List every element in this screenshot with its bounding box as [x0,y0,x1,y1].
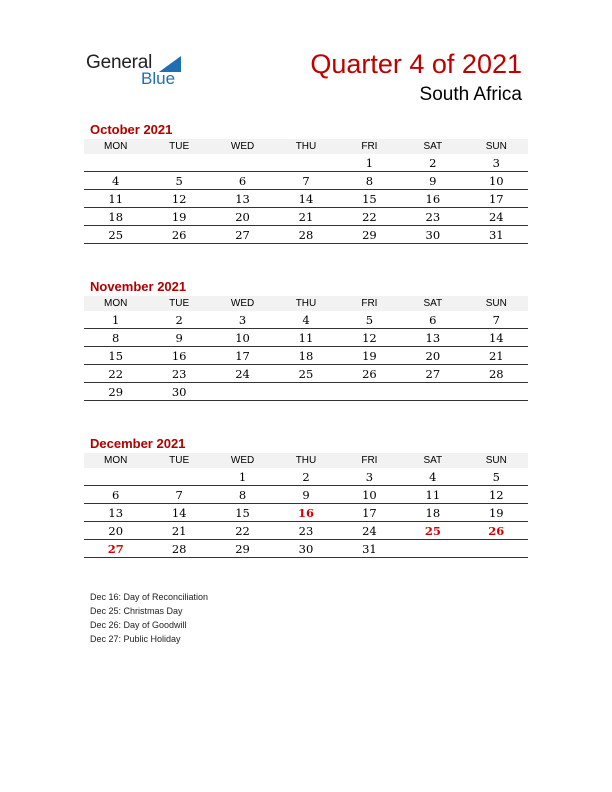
day-cell: 27 [401,365,464,383]
holiday-note: Dec 27: Public Holiday [90,634,181,644]
week-row [84,226,528,244]
day-cell: 20 [401,347,464,365]
day-cell: 15 [338,190,401,208]
weekday-header: FRI [338,139,401,154]
week-row [84,522,528,540]
weekday-header: WED [211,296,274,311]
day-cell: 25 [401,522,464,540]
weekday-header: SAT [401,453,464,468]
day-cell: 14 [465,329,528,347]
day-cell: 3 [365,469,374,484]
day-cell: 8 [338,172,401,190]
weekday-header: FRI [338,453,401,468]
weekday-header: THU [274,296,337,311]
day-cell: 28 [147,540,210,558]
day-cell: 2 [175,312,183,327]
day-cell: 10 [338,486,401,504]
week-row [84,365,528,383]
weekday-header: THU [274,453,337,468]
logo-general-text: General [86,52,153,73]
week-row [84,172,528,190]
weekday-header: SAT [401,296,464,311]
empty-day-cell [147,154,210,172]
day-cell: 15 [84,347,147,365]
country-name: South Africa [419,84,522,105]
day-cell: 18 [401,504,464,522]
day-cell: 16 [147,347,210,365]
logo-blue-text: Blue [141,69,176,88]
day-cell: 30 [274,540,337,558]
day-cell: 11 [84,190,147,208]
day-cell: 8 [84,329,147,347]
day-cell: 21 [465,347,528,365]
day-cell: 5 [492,469,500,484]
day-cell: 17 [338,504,401,522]
day-cell: 14 [147,504,210,522]
week-row [84,154,528,172]
empty-day-cell [147,468,210,486]
empty-day-cell [401,540,464,558]
month-october [84,122,528,244]
weekday-header: TUE [147,296,210,311]
holiday-notes [90,590,208,646]
weekday-header-row [84,296,528,311]
day-cell: 1 [112,312,120,327]
holiday-note: Dec 25: Christmas Day [90,606,183,616]
day-cell: 18 [274,347,337,365]
weekday-header: SUN [465,139,528,154]
day-cell: 6 [429,312,437,327]
day-cell: 20 [84,522,147,540]
empty-day-cell [401,383,464,401]
weekday-header: WED [211,453,274,468]
day-cell: 14 [274,190,337,208]
day-cell: 23 [274,522,337,540]
day-cell: 15 [211,504,274,522]
day-cell: 24 [211,365,274,383]
weekday-header: TUE [147,453,210,468]
weekday-header: MON [84,296,147,311]
empty-day-cell [274,383,337,401]
month-title: December 2021 [90,436,186,451]
day-cell: 9 [274,486,337,504]
day-cell: 17 [465,190,528,208]
weekday-header: MON [84,453,147,468]
week-row [84,347,528,365]
calendar-table [84,453,528,558]
week-row [84,329,528,347]
day-cell: 3 [238,312,247,327]
day-cell: 16 [274,504,337,522]
day-cell: 4 [84,172,147,190]
day-cell: 30 [401,226,464,244]
day-cell: 12 [147,190,210,208]
day-cell: 10 [211,329,274,347]
page-title: Quarter 4 of 2021 [310,49,522,79]
week-row [84,311,528,329]
day-cell: 30 [147,383,210,401]
empty-day-cell [211,383,274,401]
day-cell: 13 [211,190,274,208]
day-cell: 21 [147,522,210,540]
week-row [84,486,528,504]
holiday-note: Dec 16: Day of Reconciliation [90,592,209,602]
day-cell: 29 [211,540,274,558]
empty-day-cell [211,154,274,172]
weekday-header: THU [274,139,337,154]
weekday-header: MON [84,139,147,154]
day-cell: 22 [211,522,274,540]
day-cell: 4 [302,312,310,327]
day-cell: 1 [365,155,374,170]
day-cell: 28 [465,365,528,383]
day-cell: 12 [465,486,528,504]
month-december [84,436,528,558]
weekday-header: SUN [465,453,528,468]
weekday-header: TUE [147,139,210,154]
day-cell: 25 [84,226,147,244]
day-cell: 23 [147,365,210,383]
day-cell: 7 [492,312,500,327]
empty-day-cell [84,154,147,172]
day-cell: 2 [302,469,310,484]
month-title: October 2021 [90,122,173,137]
day-cell: 23 [401,208,464,226]
empty-day-cell [338,383,401,401]
weekday-header: SAT [401,139,464,154]
empty-day-cell [465,383,528,401]
day-cell: 7 [274,172,337,190]
day-cell: 19 [338,347,401,365]
empty-day-cell [465,540,528,558]
week-row [84,383,528,401]
weekday-header-row [84,453,528,468]
day-cell: 11 [401,486,464,504]
empty-day-cell [84,468,147,486]
day-cell: 16 [401,190,464,208]
day-cell: 12 [338,329,401,347]
day-cell: 1 [238,469,247,484]
day-cell: 9 [401,172,464,190]
generalblue-logo [86,52,196,92]
week-row [84,504,528,522]
day-cell: 20 [211,208,274,226]
weekday-header: SUN [465,296,528,311]
day-cell: 19 [147,208,210,226]
day-cell: 10 [465,172,528,190]
day-cell: 24 [338,522,401,540]
day-cell: 27 [84,540,147,558]
month-title: November 2021 [90,279,187,294]
day-cell: 13 [84,504,147,522]
day-cell: 9 [147,329,210,347]
day-cell: 6 [84,486,147,504]
day-cell: 5 [365,312,374,327]
day-cell: 7 [147,486,210,504]
day-cell: 22 [338,208,401,226]
day-cell: 3 [492,155,500,170]
day-cell: 31 [338,540,401,558]
day-cell: 22 [84,365,147,383]
day-cell: 27 [211,226,274,244]
day-cell: 8 [211,486,274,504]
day-cell: 24 [465,208,528,226]
day-cell: 29 [84,383,147,401]
day-cell: 17 [211,347,274,365]
weekday-header: WED [211,139,274,154]
day-cell: 21 [274,208,337,226]
day-cell: 11 [274,329,337,347]
weekday-header: FRI [338,296,401,311]
calendar-table [84,139,528,244]
month-november [84,279,528,401]
day-cell: 2 [429,155,437,170]
calendar-table [84,296,528,401]
day-cell: 19 [465,504,528,522]
holiday-note: Dec 26: Day of Goodwill [90,620,187,630]
day-cell: 29 [338,226,401,244]
day-cell: 4 [429,469,437,484]
week-row [84,190,528,208]
day-cell: 28 [274,226,337,244]
weekday-header-row [84,139,528,154]
empty-day-cell [274,154,337,172]
day-cell: 5 [147,172,210,190]
day-cell: 31 [465,226,528,244]
week-row [84,208,528,226]
day-cell: 13 [401,329,464,347]
day-cell: 26 [147,226,210,244]
day-cell: 6 [211,172,274,190]
day-cell: 26 [465,522,528,540]
week-row [84,468,528,486]
day-cell: 26 [338,365,401,383]
day-cell: 18 [84,208,147,226]
week-row [84,540,528,558]
day-cell: 25 [274,365,337,383]
